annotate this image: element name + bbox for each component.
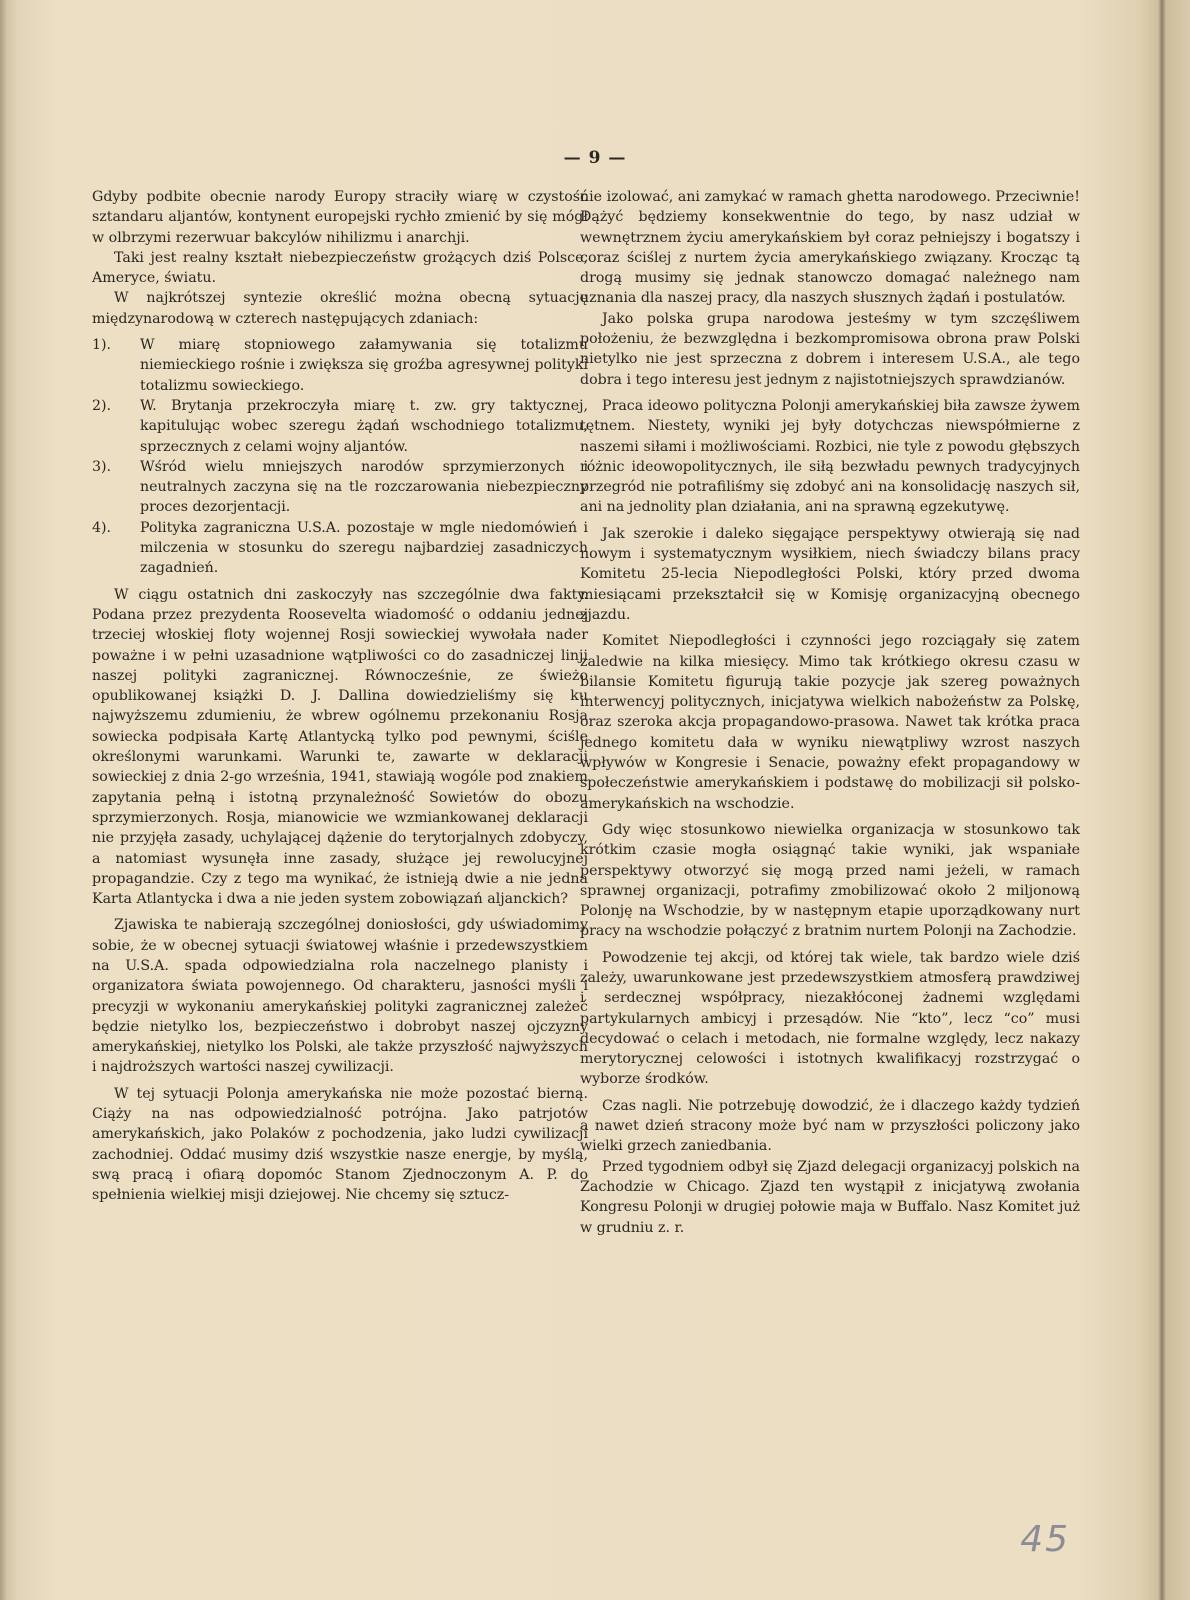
list-number: 2). [92,397,112,414]
paragraph: Taki jest realny kształt niebezpieczeństw grożących dziś Polsce, Ameryce, światu. [92,249,588,287]
paragraph: Czas nagli. Nie potrzebuję dowodzić, że i dlaczego każdy tydzień a nawet dzień stracony może być nam w przyszłości policzony jako wielki grzech zaniedbania. [580,1097,1080,1155]
page-number: — 9 — [563,148,627,168]
paragraph: Zjawiska te nabierają szczególnej doniosłości, gdy uświadomimy sobie, że w obecnej sytuacji światowej właśnie i przedewszystkiem na U.S.A. spada odpowiedzialna rola naczelnego planisty i organizatora świata powojennego. Od charakteru, jasności myśli i precyzji w wykonaniu amerykańskiej polityki zagranicznej zależeć będzie nietylko los, bezpieczeństwo i dobrobyt naszej ojczyzny amerykańskiej, nietylko los Polski, ale także przyszłość najwyższych i najdroższych wartości naszej cywilizacji. [92,917,588,1076]
list-text: W. Brytanja przekroczyła miarę t. zw. gry taktycznej, kapitulując wobec szeregu żądań wschodniego totalizmu, sprzecznych z celami wojny aljantów. [140,397,588,455]
paragraph: Gdyby podbite obecnie narody Europy straciły wiarę w czystość sztandaru aljantów, kontynent europejski rychło zmienić by się mógł w olbrzymi rezerwuar bakcylów nihilizmu i anarchji. [92,189,588,246]
right-column [580,187,1080,1238]
paragraph: W ciągu ostatnich dni zaskoczyły nas szczególnie dwa fakty. Podana przez prezydenta Roosevelta wiadomość o oddaniu jednej trzeciej włoskiej floty wojennej Rosji sowieckiej wywołała nader poważne i w pełni uzasadnione wątpliwości co do zasadniczej linji naszej polityki zagranicznej. Równocześnie, ze świeżo opublikowanej książki D. J. Dallina dowiedzieliśmy się ku najwyższemu zdumieniu, że wbrew ogólnemu przekonaniu Rosja sowiecka podpisała Kartę Atlantycką tylko pod pewnymi, ściśle określonymi warunkami. Warunki te, zawarte w deklaracji sowieckiej z dnia 2-go września, 1941, stawiają wogóle pod znakiem zapytania pełną i istotną przynależność Sowietów do obozu sprzymierzonych. Rosja, mianowicie we wzmiankowanej deklaracji nie przyjęła zasady, uchylającej dążenie do terytorjalnych zdobyczy, a natomiast wysunęła inne zasady, służące jej rewolucyjnej propagandzie. Czy z tego ma wynikać, że istnieją dwie a nie jedna Karta Atlantycka i dwa a nie jeden system zobowiązań aljanckich? [92,586,588,908]
page-fold-shadow [0,0,8,1600]
list-number: 3). [92,458,112,475]
paragraph: W najkrótszej syntezie określić można obecną sytuację międzynarodową w czterech następujących zdaniach: [92,290,588,327]
list-item [92,396,588,457]
numbered-list [92,335,588,579]
handwritten-page-mark: 45 [1020,1519,1070,1560]
paragraph: W tej sytuacji Polonja amerykańska nie może pozostać bierną. Ciąży na nas odpowiedzialność potrójna. Jako patrjotów amerykańskich, jako Polaków z pochodzenia, jako ludzi cywilizacji zachodniej. Oddać musimy dziś wszystkie nasze energje, by myślą, swą pracą i ofiarą dopomóc Stanom Zjednoczonym A. P. do spełnienia wielkiej misji dziejowej. Nie chcemy się sztucz- [92,1085,588,1204]
left-column [92,187,588,1206]
paragraph: Jak szerokie i daleko sięgające perspektywy otwierają się nad nowym i systematycznym wysiłkiem, niech świadczy bilans pracy Komitetu 25-lecia Niepodległości Polski, który przed dwoma miesiącami przekształcił się w Komisję organizacyjną obecnego zjazdu. [580,525,1080,623]
paragraph: Praca ideowo polityczna Polonji amerykańskiej biła zawsze żywem tętnem. Niestety, wyniki jej były dotychczas niewspółmierne z naszemi siłami i możliwościami. Rozbici, nie tyle z powodu głębszych różnic ideowopolitycznych, ile siłą bezwładu pewnych tradycyjnych przegród nie potrafiliśmy się zdobyć ani na konsolidację naszych sił, ani na jednolity plan działania, ani na sprawną egzekutywę. [580,397,1080,516]
paragraph: Jako polska grupa narodowa jesteśmy w tym szczęśliwem położeniu, że bezwzględna i bezkompromisowa obrona praw Polski nietylko nie jest sprzeczna z dobrem i interesem U.S.A., ale tego dobra i tego interesu jest jednym z najistotniejszych sprawdzianów. [580,310,1080,388]
list-number: 4). [92,519,112,536]
list-text: Polityka zagraniczna U.S.A. pozostaje w mgle niedomówień i milczenia w stosunku do szeregu najbardziej zasadniczych zagadnień. [140,519,588,577]
paragraph: Komitet Niepodległości i czynności jego rozciągały się zatem zaledwie na kilka miesięcy. Mimo tak krótkiego okresu czasu w bilansie Komitetu figurują takie pozycje jak szereg poważnych interwencyj politycznych, inicjatywa wielkich nabożeństw za Polskę, oraz szeroka akcja propagandowo-prasowa. Nawet tak krótka praca jednego komitetu dała w wyniku niewątpliwy wzrost naszych wpływów w Kongresie i Senacie, poważny efekt propagandowy w społeczeństwie amerykańskiem i podstawę do mobilizacji sił polsko-amerykańskich na wschodzie. [580,633,1080,812]
list-number: 1). [92,337,112,354]
list-text: W miarę stopniowego załamywania się totalizmu niemieckiego rośnie i zwiększa się groźba agresywnej polityki totalizmu sowieckiego. [140,337,588,394]
paragraph: Gdy więc stosunkowo niewielka organizacja w stosunkowo tak krótkim czasie mogła osiągnąć takie wyniki, jak wspaniałe perspektywy otworzyć się mogą przed nami jeżeli, w ramach sprawnej organizacji, potrafimy zmobilizować około 2 miljonową Polonję na Wschodzie, by w następnym etapie uporządkowany nurt pracy na wschodzie połączyć z bratnim nurtem Polonji na Zachodzie. [580,821,1080,940]
list-text: Wśród wielu mniejszych narodów sprzymierzonych i neutralnych zaczyna się na tle rozczarowania niebezpieczny proces dezorjentacji. [140,458,588,516]
paragraph: Przed tygodniem odbył się Zjazd delegacji organizacyj polskich na Zachodzie w Chicago. Zjazd ten wystąpił z inicjatywą zwołania Kongresu Polonji w drugiej połowie maja w Buffalo. Nasz Komitet już w grudniu z. r. [580,1158,1080,1236]
paragraph: Powodzenie tej akcji, od której tak wiele, tak bardzo wiele dziś zależy, uwarunkowane jest przedewszystkiem atmosferą prawdziwej i serdecznej współpracy, niezakłóconej żadnemi względami partykularnych ambicyj i przesądów. Nie “kto”, lecz “co” musi decydować o celach i metodach, nie formalne względy, lecz nakazy merytorycznej celowości i istotnych kwalifikacyj rozstrzygać o wyborze środków. [580,949,1080,1088]
list-item [92,518,588,579]
paragraph: nie izolować, ani zamykać w ramach ghetta narodowego. Przeciwnie! Dążyć będziemy konsekwentnie do tego, by nasz udział w wewnętrznem życiu amerykańskiem był coraz pełniejszy i bogatszy i coraz ściślej z nurtem życia amerykańskiego związany. Krocząc tą drogą musimy się jednak stanowczo domagać należnego nam uznania dla naszej pracy, dla naszych słusznych żądań i postulatów. [580,189,1080,307]
list-item [92,457,588,518]
list-item [92,335,588,396]
